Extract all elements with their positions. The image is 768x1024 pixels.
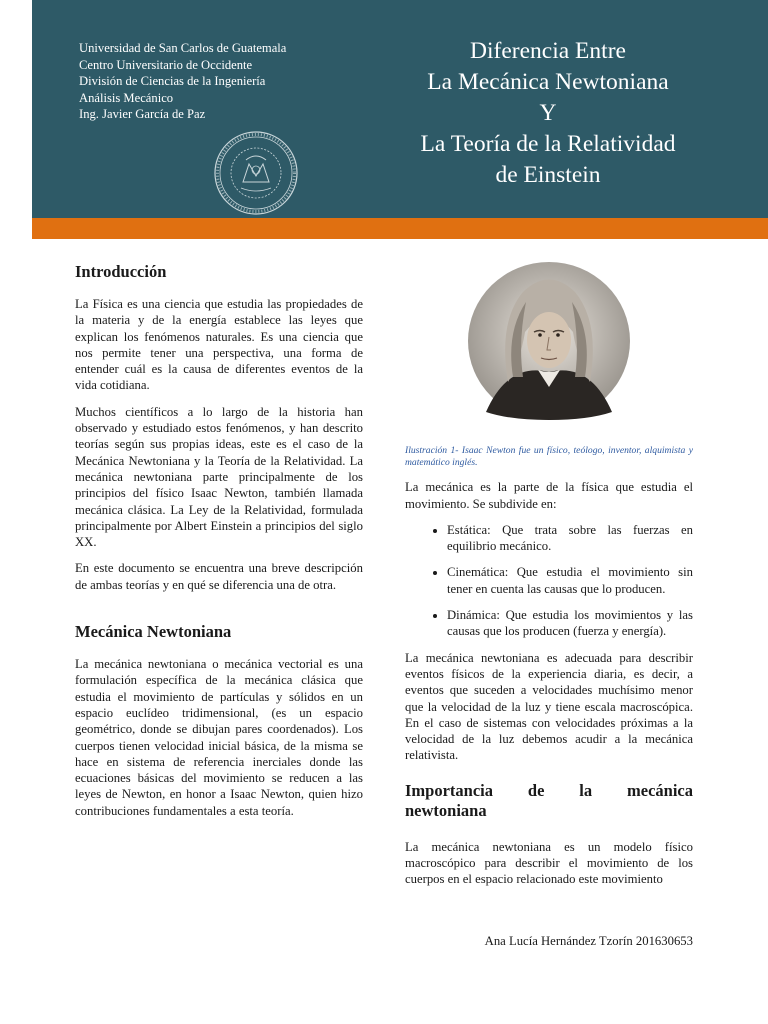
- title-line: Diferencia Entre: [470, 38, 626, 64]
- title-line: La Teoría de la Relatividad: [420, 131, 676, 157]
- institution-block: [79, 40, 286, 123]
- mecanica-heading: Mecánica Newtoniana: [75, 622, 232, 642]
- importancia-heading-line-2: newtoniana: [405, 800, 487, 820]
- newton-portrait-image: [468, 262, 630, 420]
- subdivision-list: [405, 522, 693, 640]
- list-item: • Cinemática: Que estudia el movimiento sin tener en cuenta las causas que lo producen.: [447, 564, 693, 597]
- institution-line: Análisis Mecánico: [79, 90, 174, 105]
- list-item: • Estática: Que trata sobre las fuerzas en equilibrio mecánico.: [447, 522, 693, 555]
- intro-paragraph-3: En este documento se encuentra una breve descripción de ambas teorías y en qué se diferencia una de otra.: [75, 561, 363, 592]
- accent-band: [32, 218, 768, 239]
- title-line: de Einstein: [495, 162, 601, 188]
- mecanica-paragraph: La mecánica newtoniana o mecánica vectorial es una formulación específica de la mecánica clásica que estudia el movimiento de partículas y sólidos en un espacio euclídeo tridimensional, (es un espacio geométrico, donde se dibujan pares coordenados). Los cuerpos tienen velocidad inicial básica, de la misma se hace en sistema de referencia inerciales donde las ecuaciones básicas del movimiento se reducen a las leyes de Newton, en honor a Isaac Newton, quien hizo contribuciones fundamentales a esta teoría.: [75, 657, 363, 818]
- intro-heading: Introducción: [75, 262, 167, 281]
- intro-paragraph-1: La Física es una ciencia que estudia las propiedades de la materia y de la energía establece las leyes que explican los fenómenos naturales. Es una ciencia que nos permite tener una perspectiva, una forma de entender cuál es la causa de diferentes eventos de la vida cotidiana.: [75, 297, 363, 393]
- university-seal-logo: [213, 130, 299, 216]
- institution-line: División de Ciencias de la Ingeniería: [79, 74, 266, 88]
- left-column: [75, 262, 363, 829]
- right-column: [405, 262, 693, 898]
- importancia-heading: [405, 781, 693, 821]
- institution-line: Universidad de San Carlos de Guatemala: [79, 41, 287, 55]
- figure-caption: Ilustración 1- Isaac Newton fue un físico, teólogo, inventor, alquimista y matemático inglés.: [405, 445, 693, 469]
- right-paragraph-3: La mecánica newtoniana es un modelo físico macroscópico para describir el movimiento de los cuerpos en el espacio relacionado este movimiento: [405, 839, 693, 887]
- title-line: Y: [539, 100, 557, 126]
- document-title: [398, 36, 698, 191]
- intro-paragraph-2: Muchos científicos a lo largo de la historia han observado y estudiado estos fenómenos, y han descrito teorías según sus propias ideas, este es el caso de la Mecánica Newtoniana y la Teoría de la Relatividad. La mecánica newtoniana parte principalmente de los principios del físico Isaac Newton, también llamada mecánica clásica. La Ley de la Relatividad, formulada principalmente por Albert Einstein a principios del siglo XX.: [75, 404, 363, 550]
- author-footer: Ana Lucía Hernández Tzorín 201630653: [484, 934, 693, 948]
- institution-line: Ing. Javier García de Paz: [79, 107, 206, 121]
- right-paragraph-1: La mecánica es la parte de la física que estudia el movimiento. Se subdivide en:: [405, 480, 693, 511]
- right-paragraph-2: La mecánica newtoniana es adecuada para describir eventos físicos de la experiencia diaria, es decir, a eventos que suceden a velocidades muchísimo menor que la velocidad de la luz y tiene escala macroscópica. En el caso de sistemas con velocidades próximas a la velocidad de la luz debemos acudir a la mecánica relativista.: [405, 650, 693, 763]
- institution-line: Centro Universitario de Occidente: [79, 57, 253, 72]
- title-line: La Mecánica Newtoniana: [427, 69, 669, 95]
- list-item: • Dinámica: Que estudia los movimientos y las causas que los producen (fuerza y energía).: [447, 607, 693, 640]
- importancia-heading-line-1: Importancia de la mecánica: [405, 780, 693, 800]
